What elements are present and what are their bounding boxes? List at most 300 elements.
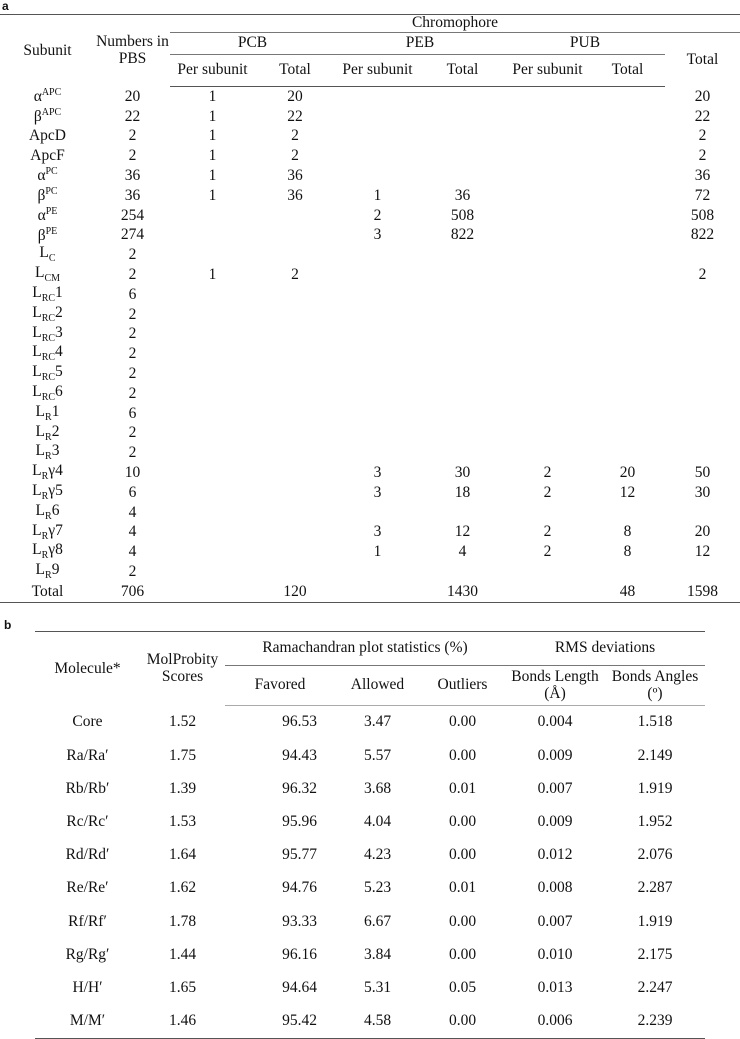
table-cell	[255, 542, 335, 562]
subunit-name: Total	[31, 582, 64, 600]
table-cell: 2	[128, 265, 137, 283]
subunit-suffix: 3	[55, 323, 63, 341]
table-cell: 0.00	[448, 713, 477, 731]
table-cell: 2.149	[637, 746, 673, 764]
table-cell	[665, 404, 740, 424]
table-cell	[335, 582, 420, 602]
table-cell	[590, 226, 665, 246]
table-cell: 254	[120, 206, 145, 224]
table-cell: 1598	[687, 582, 718, 600]
table-cell: 3.84	[363, 945, 392, 963]
subunit-name: L	[32, 363, 42, 381]
table-cell: 96.53	[282, 713, 317, 731]
subunit-suffix: 4	[55, 343, 63, 361]
table-row	[0, 186, 740, 206]
table-cell: 36	[124, 166, 141, 184]
table-row	[0, 285, 740, 305]
table-cell	[665, 285, 740, 305]
table-cell	[170, 483, 255, 503]
table-row	[0, 87, 740, 107]
header-favored: Favored	[225, 666, 335, 706]
table-row	[0, 226, 740, 246]
table-cell: 508	[690, 206, 715, 224]
subunit-cell	[0, 542, 95, 562]
table-cell	[590, 206, 665, 226]
table-cell: 20	[619, 463, 636, 481]
table-cell: 2	[128, 364, 137, 382]
header-pub-total: Total	[590, 55, 665, 87]
table-cell	[665, 384, 740, 404]
table-cell: 0.00	[448, 1012, 477, 1030]
subunit-cell	[0, 186, 95, 206]
table-cell	[335, 562, 420, 582]
subunit-suffix: 1	[51, 402, 60, 420]
table-cell	[590, 384, 665, 404]
table-cell	[335, 265, 420, 285]
table-cell: 3	[373, 523, 382, 541]
subunit-suffix: γ7	[48, 521, 63, 539]
table-cell	[420, 245, 505, 265]
table-cell: 3.68	[363, 779, 392, 797]
table-row	[0, 542, 740, 562]
table-cell: 6	[128, 404, 137, 422]
table-cell	[335, 364, 420, 384]
subunit-name: L	[32, 343, 42, 361]
subunit-cell	[0, 523, 95, 543]
table-cell	[590, 107, 665, 127]
table-cell: 2	[128, 424, 137, 442]
table-cell	[590, 344, 665, 364]
table-row	[0, 483, 740, 503]
header-bonds-angles: Bonds Angles (º)	[605, 666, 705, 706]
table-cell: 5.23	[363, 879, 392, 897]
panel-label-a: a	[2, 0, 9, 13]
table-cell	[505, 384, 590, 404]
table-row	[35, 1005, 705, 1039]
table-cell: 3.47	[363, 713, 392, 731]
table-cell	[590, 364, 665, 384]
table-cell: 1	[208, 107, 217, 125]
subunit-name: L	[32, 323, 42, 341]
table-cell	[335, 87, 420, 107]
table-cell	[170, 443, 255, 463]
table-cell	[335, 166, 420, 186]
table-cell	[665, 245, 740, 265]
subunit-cell	[0, 463, 95, 483]
subunit-cell	[0, 87, 95, 107]
subunit-name: α	[33, 88, 42, 106]
subunit-cell	[0, 344, 95, 364]
molecule-cell: H/H′	[72, 978, 103, 996]
table-cell: 95.77	[282, 846, 317, 864]
table-cell: 3	[373, 483, 382, 501]
table-cell: 2	[543, 463, 552, 481]
table-cell	[420, 384, 505, 404]
subunit-name: β	[37, 226, 46, 244]
subunit-superscript: PC	[45, 166, 58, 178]
table-cell	[665, 325, 740, 345]
header-molecule: Molecule*	[54, 659, 121, 677]
table-row	[35, 972, 705, 1005]
table-cell	[335, 127, 420, 147]
table-cell	[255, 503, 335, 523]
subunit-name: L	[34, 264, 45, 282]
table-cell: 2	[128, 305, 137, 323]
table-cell	[590, 443, 665, 463]
subunit-name: L	[35, 402, 46, 420]
table-cell: 1.75	[168, 746, 197, 764]
table-cell: 1	[373, 543, 382, 561]
table-cell	[505, 245, 590, 265]
subunit-name: L	[35, 422, 46, 440]
table-cell	[665, 503, 740, 523]
table-cell	[665, 344, 740, 364]
table-cell: 10	[124, 463, 141, 481]
table-cell: 2	[128, 246, 137, 264]
subunit-subscript: R	[45, 510, 52, 522]
table-cell: 12	[619, 483, 636, 501]
subunit-subscript: C	[48, 253, 56, 265]
table-cell	[170, 562, 255, 582]
table-row	[0, 384, 740, 404]
table-cell: 96.16	[282, 945, 317, 963]
header-outliers: Outliers	[420, 666, 505, 706]
subunit-subscript: CM	[44, 273, 61, 285]
table-cell: 94.64	[282, 978, 317, 996]
table-cell: 1	[373, 186, 382, 204]
header-numbers: Numbers in PBS	[96, 33, 169, 67]
subunit-subscript: RC	[41, 293, 56, 305]
subunit-cell	[0, 443, 95, 463]
table-cell	[590, 562, 665, 582]
table-cell	[255, 562, 335, 582]
table-cell: 4.23	[363, 846, 392, 864]
subunit-cell	[0, 483, 95, 503]
table-cell	[420, 325, 505, 345]
table-cell	[255, 305, 335, 325]
table-cell	[505, 582, 590, 602]
table-row	[0, 305, 740, 325]
molecule-cell: Core	[72, 713, 103, 731]
subunit-name: L	[35, 561, 46, 579]
table-cell	[505, 265, 590, 285]
table-cell	[420, 127, 505, 147]
header-pub: PUB	[505, 33, 665, 55]
table-row	[0, 463, 740, 483]
table-row	[0, 562, 740, 582]
table-row	[35, 905, 705, 938]
table-cell	[255, 285, 335, 305]
table-cell	[255, 443, 335, 463]
table-row	[0, 404, 740, 424]
subunit-subscript: R	[45, 451, 52, 463]
header-total: Total	[686, 50, 719, 68]
table-cell: 22	[124, 107, 141, 125]
table-cell	[255, 463, 335, 483]
table-row	[0, 325, 740, 345]
table-cell	[590, 186, 665, 206]
subunit-superscript: PE	[45, 225, 58, 237]
subunit-cell	[0, 285, 95, 305]
table-cell	[590, 404, 665, 424]
molecule-cell: Rc/Rc′	[66, 813, 109, 831]
table-cell	[420, 166, 505, 186]
table-cell	[255, 344, 335, 364]
subunit-name: α	[37, 207, 46, 225]
table-row	[0, 582, 740, 602]
table-cell: 2	[291, 127, 299, 145]
table-cell: 0.00	[448, 813, 477, 831]
header-peb-total: Total	[420, 55, 505, 87]
table-cell: 0.006	[537, 1012, 573, 1030]
table-cell: 5.31	[363, 978, 392, 996]
table-cell: 0.01	[448, 779, 477, 797]
subunit-cell	[0, 582, 95, 602]
subunit-cell	[0, 265, 95, 285]
table-cell: 36	[124, 186, 141, 204]
table-cell	[420, 146, 505, 166]
table-cell: 22	[287, 107, 303, 125]
table-cell	[505, 424, 590, 444]
table-cell	[590, 87, 665, 107]
subunit-subscript: R	[41, 530, 49, 542]
header-pcb-total: Total	[255, 55, 335, 87]
table-cell	[170, 424, 255, 444]
table-cell: 30	[454, 463, 471, 481]
subunit-name: L	[35, 442, 46, 460]
subunit-suffix: γ4	[48, 462, 63, 480]
table-cell	[590, 127, 665, 147]
subunit-cell	[0, 245, 95, 265]
table-cell	[170, 503, 255, 523]
table-cell	[335, 305, 420, 325]
table-cell: 1	[208, 166, 217, 184]
table-cell	[335, 325, 420, 345]
table-cell: 1.78	[168, 912, 197, 930]
table-cell	[170, 344, 255, 364]
subunit-superscript: APC	[41, 86, 62, 98]
table-cell	[505, 186, 590, 206]
table-cell: 2	[543, 523, 552, 541]
subunit-suffix: 6	[55, 383, 63, 401]
refinement-statistics-table	[35, 631, 705, 1039]
table-cell: 1.65	[168, 978, 197, 996]
table-cell	[665, 443, 740, 463]
subunit-cell	[0, 146, 95, 166]
table-cell	[335, 503, 420, 523]
panel-label-b: b	[4, 618, 12, 632]
table-cell: 1.53	[168, 813, 197, 831]
molecule-cell: Rf/Rf′	[68, 912, 107, 930]
table-cell	[255, 483, 335, 503]
table-cell: 4.04	[363, 813, 392, 831]
table-cell: 20	[694, 87, 711, 105]
table-cell	[420, 305, 505, 325]
subunit-name: L	[32, 462, 42, 480]
table-cell	[170, 364, 255, 384]
molecule-cell: Rb/Rb′	[65, 779, 110, 797]
table-cell	[590, 305, 665, 325]
table-cell: 12	[454, 523, 471, 541]
table-cell	[420, 285, 505, 305]
subunit-subscript: RC	[41, 372, 56, 384]
subunit-cell	[0, 206, 95, 226]
table-cell: 2.287	[637, 879, 673, 897]
table-cell	[170, 206, 255, 226]
subunit-suffix: 2	[55, 303, 63, 321]
table-row	[0, 364, 740, 384]
table-cell	[170, 542, 255, 562]
table-cell: 1430	[447, 582, 478, 600]
table-cell: 94.76	[282, 879, 317, 897]
table-cell: 274	[120, 226, 145, 244]
table-cell: 2	[128, 147, 137, 165]
table-cell	[335, 443, 420, 463]
table-cell: 2	[128, 562, 137, 580]
table-cell: 1	[208, 87, 217, 105]
table-cell: 6.67	[363, 912, 392, 930]
table-cell	[255, 523, 335, 543]
table-cell	[420, 87, 505, 107]
table-cell	[590, 503, 665, 523]
header-molprobity: MolProbity Scores	[146, 651, 219, 685]
table-cell: 1.39	[168, 779, 197, 797]
table-cell: 3	[373, 463, 382, 481]
table-cell: 1	[208, 265, 217, 283]
table-cell	[335, 285, 420, 305]
table-cell: 0.010	[537, 945, 573, 963]
table-cell	[170, 463, 255, 483]
table-cell	[170, 305, 255, 325]
table-row	[35, 739, 705, 772]
subunit-name: ApcD	[28, 127, 67, 145]
subunit-cell	[0, 325, 95, 345]
table-cell	[505, 305, 590, 325]
table-cell	[420, 344, 505, 364]
subunit-cell	[0, 364, 95, 384]
table-cell: 1	[208, 127, 217, 145]
table-cell	[505, 325, 590, 345]
subunit-name: L	[35, 501, 46, 519]
table-row	[35, 706, 705, 740]
header-pcb-per-subunit: Per subunit	[170, 55, 255, 87]
subunit-cell	[0, 166, 95, 186]
table-cell	[420, 562, 505, 582]
subunit-suffix: γ8	[48, 541, 63, 559]
subunit-name: L	[32, 303, 42, 321]
subunit-cell	[0, 384, 95, 404]
table-cell	[665, 424, 740, 444]
table-cell	[505, 226, 590, 246]
table-cell: 36	[694, 166, 711, 184]
table-cell	[170, 285, 255, 305]
table-cell: 2	[291, 265, 299, 283]
subunit-superscript: PE	[45, 205, 58, 217]
table-cell: 0.007	[537, 912, 573, 930]
subunit-subscript: RC	[41, 392, 56, 404]
table-cell: 2	[698, 147, 707, 165]
table-cell: 22	[694, 107, 711, 125]
table-cell: 1	[208, 186, 217, 204]
table-cell	[335, 384, 420, 404]
table-cell: 2	[698, 127, 707, 145]
table-cell: 0.00	[448, 945, 477, 963]
table-cell	[170, 325, 255, 345]
subunit-superscript: PC	[45, 186, 58, 198]
table-cell	[255, 384, 335, 404]
table-cell: 1.44	[168, 945, 197, 963]
table-cell	[420, 443, 505, 463]
table-cell	[170, 384, 255, 404]
subunit-suffix: 6	[51, 501, 60, 519]
table-cell	[170, 245, 255, 265]
table-cell: 8	[623, 523, 632, 541]
table-cell	[255, 404, 335, 424]
subunit-subscript: R	[41, 491, 49, 503]
table-row	[0, 206, 740, 226]
table-cell: 0.012	[537, 846, 573, 864]
table-cell	[590, 146, 665, 166]
header-chromophore: Chromophore	[170, 15, 740, 33]
table-row	[35, 806, 705, 839]
table-cell: 508	[450, 206, 475, 224]
subunit-cell	[0, 305, 95, 325]
table-cell	[420, 424, 505, 444]
table-row	[0, 146, 740, 166]
chromophore-table	[0, 14, 740, 603]
table-cell	[420, 503, 505, 523]
table-cell: 4	[458, 543, 467, 561]
table-cell	[335, 404, 420, 424]
table-cell: 0.05	[448, 978, 477, 996]
subunit-suffix: γ5	[48, 482, 63, 500]
subunit-cell	[0, 404, 95, 424]
table-cell: 2	[543, 483, 552, 501]
table-cell	[505, 404, 590, 424]
table-cell: 36	[287, 186, 303, 204]
table-cell: 20	[124, 87, 141, 105]
table-cell: 48	[619, 582, 636, 600]
subunit-subscript: RC	[41, 352, 56, 364]
table-cell	[505, 166, 590, 186]
table-cell	[420, 107, 505, 127]
table-cell	[665, 305, 740, 325]
table-row	[0, 166, 740, 186]
subunit-name: α	[37, 167, 46, 185]
molecule-cell: Rg/Rg′	[65, 945, 110, 963]
table-cell: 0.00	[448, 746, 477, 764]
subunit-name: ApcF	[30, 147, 65, 165]
table-cell	[255, 206, 335, 226]
table-row	[0, 344, 740, 364]
subunit-cell	[0, 562, 95, 582]
table-cell	[505, 503, 590, 523]
table-cell: 0.004	[537, 713, 573, 731]
table-cell: 2	[128, 384, 137, 402]
table-cell	[170, 582, 255, 602]
subunit-name: L	[32, 541, 42, 559]
table-cell	[505, 107, 590, 127]
molecule-cell: Rd/Rd′	[65, 846, 110, 864]
table-cell: 12	[694, 543, 711, 561]
table-cell: 0.00	[448, 846, 477, 864]
table-cell	[505, 364, 590, 384]
subunit-superscript: APC	[41, 106, 62, 118]
subunit-cell	[0, 107, 95, 127]
header-rms: RMS deviations	[505, 632, 705, 666]
subunit-cell	[0, 127, 95, 147]
table-cell	[665, 562, 740, 582]
